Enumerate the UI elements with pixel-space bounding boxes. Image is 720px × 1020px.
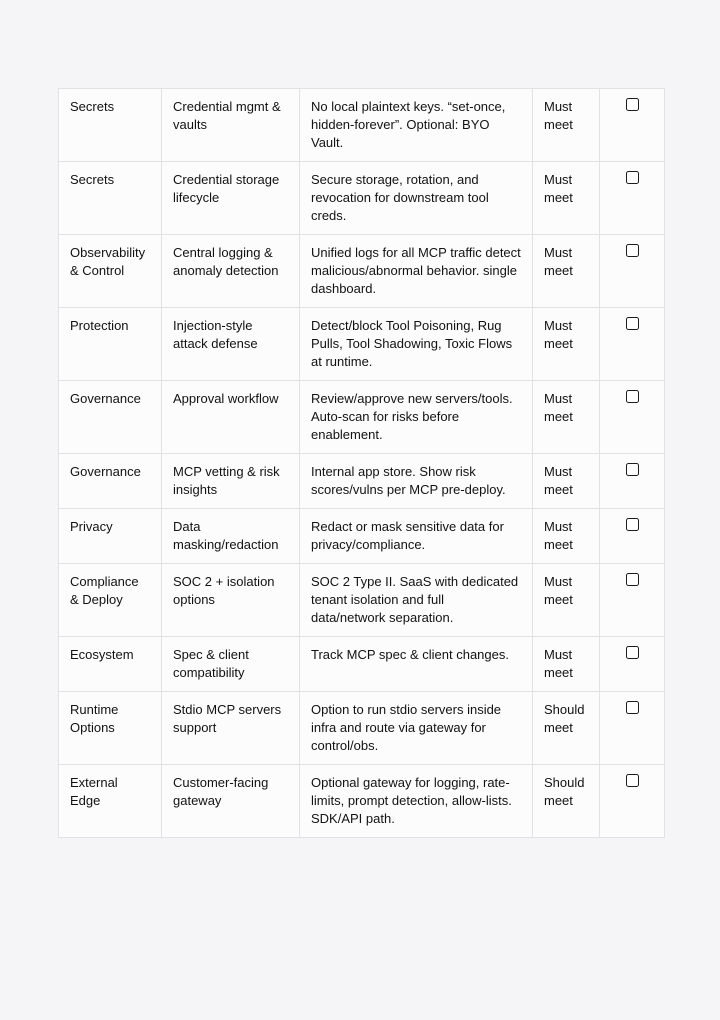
- description-cell: Unified logs for all MCP traffic detect malicious/abnormal behavior. single dashboard.: [300, 235, 533, 308]
- feature-cell: Data masking/redaction: [162, 509, 300, 564]
- table-row: [59, 381, 665, 454]
- priority-cell: Should meet: [533, 692, 600, 765]
- category-cell: Ecosystem: [59, 637, 162, 692]
- feature-cell: Credential storage lifecycle: [162, 162, 300, 235]
- row-checkbox[interactable]: [626, 98, 639, 111]
- checkbox-cell: [600, 637, 665, 692]
- priority-cell: Must meet: [533, 235, 600, 308]
- row-checkbox[interactable]: [626, 390, 639, 403]
- description-cell: Secure storage, rotation, and revocation for downstream tool creds.: [300, 162, 533, 235]
- row-checkbox[interactable]: [626, 171, 639, 184]
- priority-cell: Must meet: [533, 509, 600, 564]
- feature-cell: SOC 2 + isolation options: [162, 564, 300, 637]
- description-cell: Redact or mask sensitive data for privacy/compliance.: [300, 509, 533, 564]
- feature-cell: Central logging & anomaly detection: [162, 235, 300, 308]
- requirements-table-container: [58, 88, 664, 838]
- table-row: [59, 509, 665, 564]
- description-cell: Detect/block Tool Poisoning, Rug Pulls, Tool Shadowing, Toxic Flows at runtime.: [300, 308, 533, 381]
- row-checkbox[interactable]: [626, 701, 639, 714]
- requirements-table: [58, 88, 665, 838]
- checkbox-cell: [600, 308, 665, 381]
- category-cell: Runtime Options: [59, 692, 162, 765]
- checkbox-cell: [600, 765, 665, 838]
- table-row: [59, 765, 665, 838]
- priority-cell: Must meet: [533, 454, 600, 509]
- table-row: [59, 308, 665, 381]
- row-checkbox[interactable]: [626, 646, 639, 659]
- priority-cell: Should meet: [533, 765, 600, 838]
- description-cell: Internal app store. Show risk scores/vulns per MCP pre-deploy.: [300, 454, 533, 509]
- priority-cell: Must meet: [533, 381, 600, 454]
- priority-cell: Must meet: [533, 564, 600, 637]
- category-cell: Secrets: [59, 162, 162, 235]
- checkbox-cell: [600, 162, 665, 235]
- table-row: [59, 454, 665, 509]
- description-cell: Option to run stdio servers inside infra and route via gateway for control/obs.: [300, 692, 533, 765]
- category-cell: Governance: [59, 454, 162, 509]
- table-body: [59, 89, 665, 838]
- row-checkbox[interactable]: [626, 573, 639, 586]
- priority-cell: Must meet: [533, 308, 600, 381]
- checkbox-cell: [600, 509, 665, 564]
- category-cell: Secrets: [59, 89, 162, 162]
- feature-cell: Approval workflow: [162, 381, 300, 454]
- table-row: [59, 162, 665, 235]
- checkbox-cell: [600, 381, 665, 454]
- category-cell: Compliance & Deploy: [59, 564, 162, 637]
- row-checkbox[interactable]: [626, 317, 639, 330]
- checkbox-cell: [600, 454, 665, 509]
- checkbox-cell: [600, 235, 665, 308]
- feature-cell: MCP vetting & risk insights: [162, 454, 300, 509]
- row-checkbox[interactable]: [626, 774, 639, 787]
- feature-cell: Customer-facing gateway: [162, 765, 300, 838]
- category-cell: Observability & Control: [59, 235, 162, 308]
- feature-cell: Stdio MCP servers support: [162, 692, 300, 765]
- description-cell: Optional gateway for logging, rate-limits, prompt detection, allow-lists. SDK/API path.: [300, 765, 533, 838]
- category-cell: Governance: [59, 381, 162, 454]
- priority-cell: Must meet: [533, 89, 600, 162]
- table-row: [59, 692, 665, 765]
- checkbox-cell: [600, 692, 665, 765]
- category-cell: External Edge: [59, 765, 162, 838]
- checkbox-cell: [600, 89, 665, 162]
- table-row: [59, 564, 665, 637]
- table-row: [59, 235, 665, 308]
- category-cell: Privacy: [59, 509, 162, 564]
- row-checkbox[interactable]: [626, 244, 639, 257]
- feature-cell: Credential mgmt & vaults: [162, 89, 300, 162]
- feature-cell: Spec & client compatibility: [162, 637, 300, 692]
- row-checkbox[interactable]: [626, 463, 639, 476]
- description-cell: SOC 2 Type II. SaaS with dedicated tenant isolation and full data/network separation.: [300, 564, 533, 637]
- priority-cell: Must meet: [533, 162, 600, 235]
- category-cell: Protection: [59, 308, 162, 381]
- description-cell: Track MCP spec & client changes.: [300, 637, 533, 692]
- priority-cell: Must meet: [533, 637, 600, 692]
- description-cell: No local plaintext keys. “set-once, hidden-forever”. Optional: BYO Vault.: [300, 89, 533, 162]
- row-checkbox[interactable]: [626, 518, 639, 531]
- feature-cell: Injection-style attack defense: [162, 308, 300, 381]
- table-row: [59, 637, 665, 692]
- table-row: [59, 89, 665, 162]
- description-cell: Review/approve new servers/tools. Auto-scan for risks before enablement.: [300, 381, 533, 454]
- checkbox-cell: [600, 564, 665, 637]
